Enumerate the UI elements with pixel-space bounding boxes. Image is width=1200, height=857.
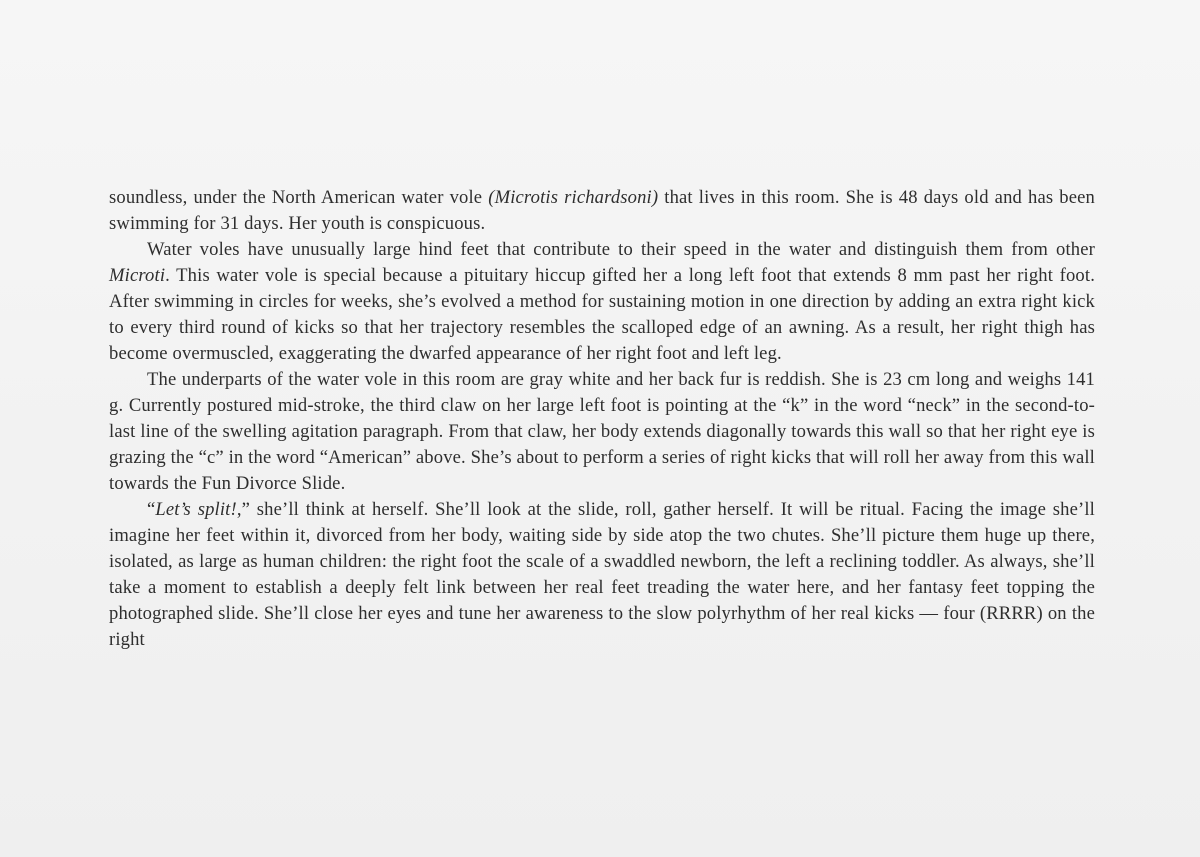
paragraph-2	[109, 237, 1095, 367]
p2-text-b: . This water vole is special because a pituitary hiccup gifted her a long left foot that extends 8 mm past her right foot. After swimming in circles for weeks, she’s evolved a method for sustaining motion in one direction by adding an extra right kick to every third round of kicks so that her trajectory resembles the scalloped edge of an awning. As a result, her right thigh has become overmuscled, exaggerating the dwarfed appearance of her right foot and left leg.	[109, 265, 1095, 364]
paragraph-3	[109, 367, 1095, 497]
wall-text-block	[109, 185, 1095, 653]
p3-text: The underparts of the water vole in this room are gray white and her back fur is reddish. She is 23 cm long and weighs 141 g. Currently postured mid-stroke, the third claw on her large left foot is pointing at the “k” in the word “neck” in the second-to-last line of the swelling agitation paragraph. From that claw, her body extends diagonally towards this wall so that her right eye is grazing the “c” in the word “American” above. She’s about to perform a series of right kicks that will roll her away from this wall towards the Fun Divorce Slide.	[109, 369, 1095, 494]
p4-text: ,” she’ll think at herself. She’ll look at the slide, roll, gather herself. It will be ritual. Facing the image she’ll imagine her feet within it, divorced from her body, waiting side by side atop the two chutes. She’ll picture them huge up there, isolated, as large as human children: the right foot the scale of a swaddled newborn, the left a reclining toddler. As always, she’ll take a moment to establish a deeply felt link between her real feet treading the water here, and her fantasy feet topping the photographed slide. She’ll close her eyes and tune her awareness to the slow polyrhythm of her real kicks — four (RRRR) on the right	[109, 499, 1095, 650]
p1-text-a: soundless, under the North American water vole	[109, 187, 489, 208]
paragraph-4	[109, 497, 1095, 653]
p1-species-name: (Microtis richardsoni)	[488, 187, 659, 208]
paragraph-1	[109, 185, 1095, 237]
p2-text-a: Water voles have unusually large hind feet that contribute to their speed in the water and distinguish them from other	[147, 239, 1095, 260]
p1-text-b: that lives in this room. She is 48 days old and has been swimming for 31 days. Her youth is conspicuous.	[109, 187, 1095, 234]
p4-open-quote: “	[147, 499, 156, 520]
p4-exclamation: Let’s split!	[155, 499, 237, 520]
p2-genus-name: Microti	[109, 265, 166, 286]
